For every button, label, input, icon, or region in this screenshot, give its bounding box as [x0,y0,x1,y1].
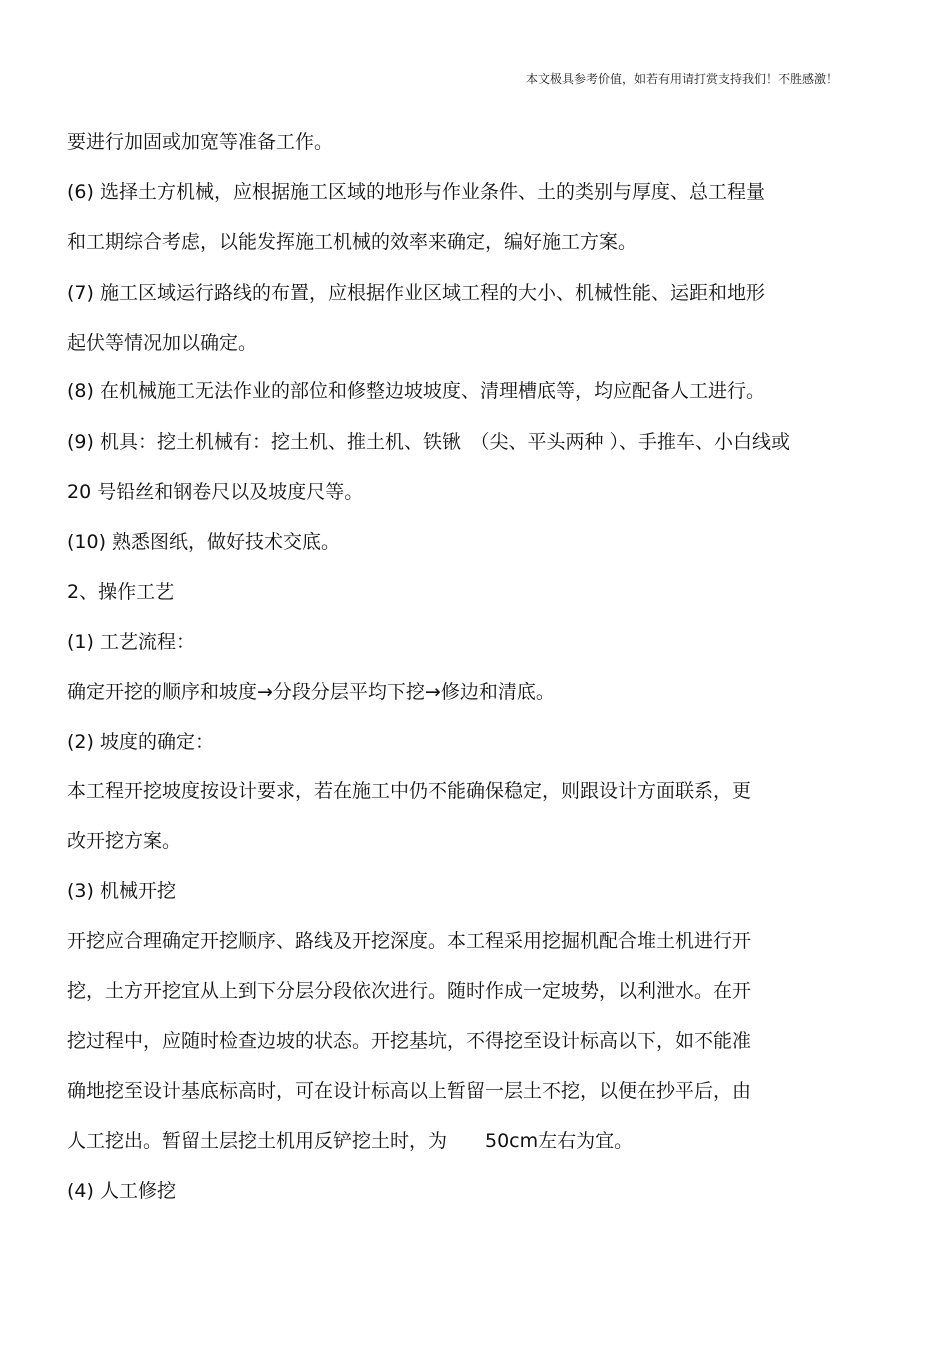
header-note: 本文极具参考价值，如若有用请打赏支持我们！不胜感激！ [525,72,838,86]
text-line: 改开挖方案。 [67,830,182,852]
text-line: (7) 施工区域运行路线的布置，应根据作业区域工程的大小、机械性能、运距和地形 [67,282,765,304]
text-line: 确地挖至设计基底标高时，可在设计标高以上暂留一层土不挖，以便在抄平后，由 [67,1080,752,1102]
text-line: 挖过程中，应随时检查边坡的状态。开挖基坑，不得挖至设计标高以下，如不能准 [67,1030,752,1052]
text-line: (8) 在机械施工无法作业的部位和修整边坡坡度、清理槽底等，均应配备人工进行。 [67,380,765,402]
text-line: 和工期综合考虑，以能发挥施工机械的效率来确定，编好施工方案。 [67,231,638,253]
text-line: (1) 工艺流程： [67,631,195,653]
text-line: 20 号铅丝和钢卷尺以及坡度尺等。 [67,481,364,503]
text-line: 挖，土方开挖宜从上到下分层分段依次进行。随时作成一定坡势，以利泄水。在开 [67,980,752,1002]
text-line: (2) 坡度的确定： [67,731,214,753]
text-line: (6) 选择土方机械，应根据施工区域的地形与作业条件、土的类别与厚度、总工程量 [67,181,765,203]
text-line: (4) 人工修挖 [67,1180,176,1202]
text-line: 人工挖出。暂留土层挖土机用反铲挖土时，为 50cm左右为宜。 [67,1130,634,1152]
text-line: 开挖应合理确定开挖顺序、路线及开挖深度。本工程采用挖掘机配合堆土机进行开 [67,930,752,952]
text-line: 本工程开挖坡度按设计要求，若在施工中仍不能确保稳定，则跟设计方面联系，更 [67,780,752,802]
text-line: 起伏等情况加以确定。 [67,332,258,354]
text-line: 确定开挖的顺序和坡度→分段分层平均下挖→修边和清底。 [67,681,555,703]
text-line: (3) 机械开挖 [67,880,176,902]
text-line: (10) 熟悉图纸，做好技术交底。 [67,531,341,553]
text-line: (9) 机具：挖土机械有：挖土机、推土机、铁锹 （尖、平头两种 ）、手推车、小白线或 [67,431,790,453]
section-heading: 2、操作工艺 [67,581,175,603]
text-line: 要进行加固或加宽等准备工作。 [67,131,334,153]
